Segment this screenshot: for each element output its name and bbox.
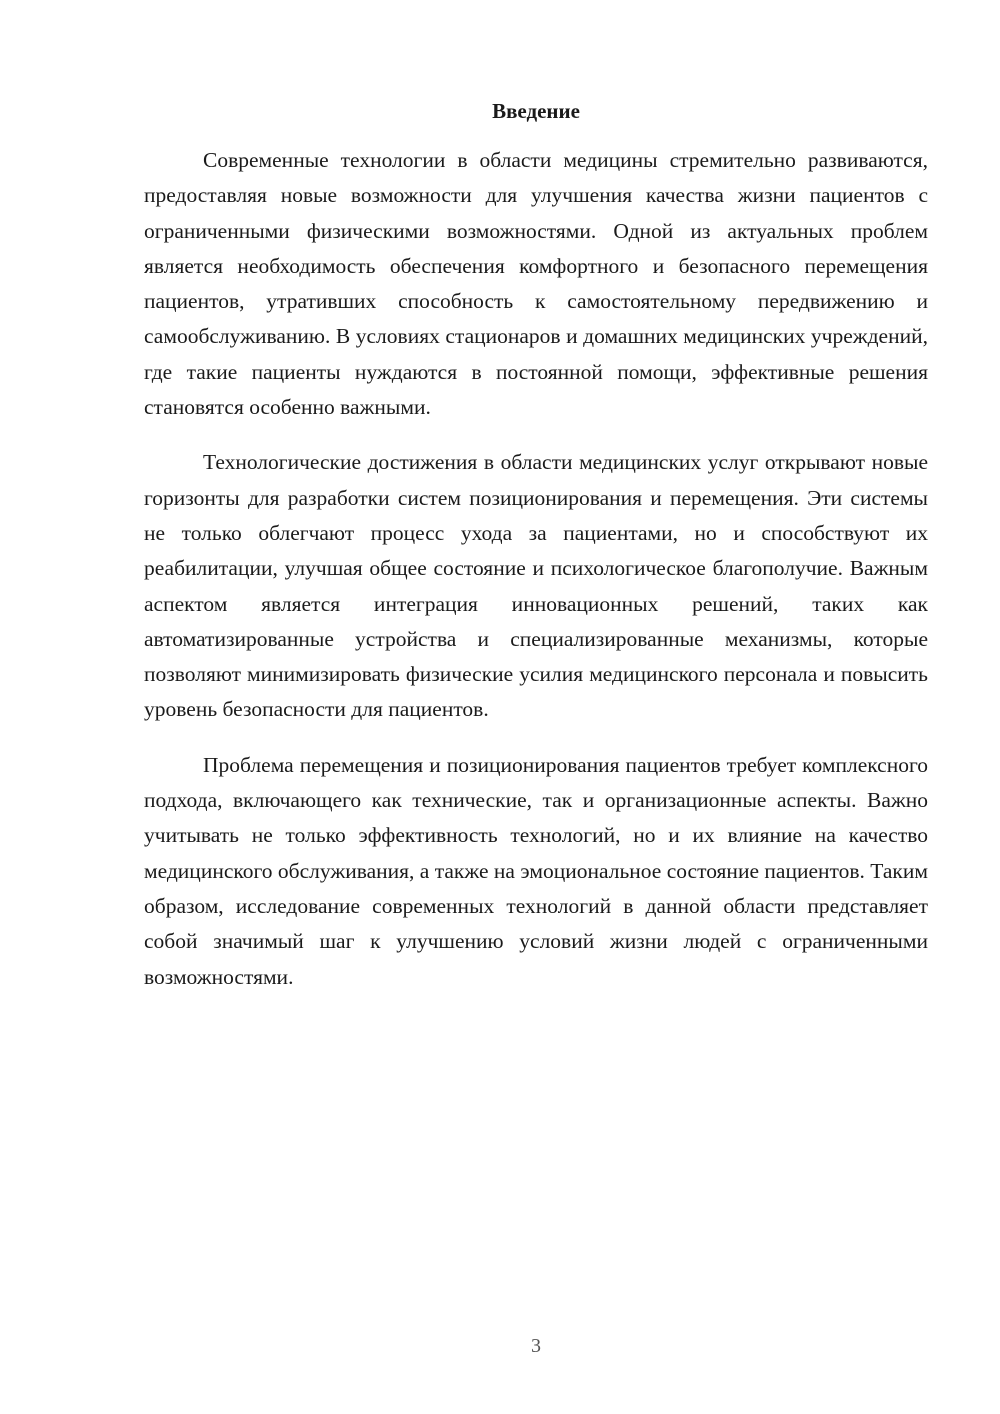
paragraph-2: Технологические достижения в области медицинских услуг открывают новые горизонты для разработки систем позиционирования и перемещения. Эти системы не только облегчают процесс ухода за пациентами, но и способствуют их реабилитации, улучшая общее состояние и психологическое благополучие. Важным аспектом является интеграция инновационных решений, таких как автоматизированные устройства и специализированные механизмы, которые позволяют минимизировать физические усилия медицинского персонала и повысить уровень безопасности для пациентов. [144,450,928,722]
page-number: 3 [531,1335,541,1357]
section-title: Введение [492,99,580,123]
body-text [144,143,928,1015]
paragraph-1: Современные технологии в области медицины стремительно развиваются, предоставляя новые возможности для улучшения качества жизни пациентов с ограниченными физическими возможностями. Одной из актуальных проблем является необходимость обеспечения комфортного и безопасного перемещения пациентов, утративших способность к самостоятельному передвижению и самообслуживанию. В условиях стационаров и домашних медицинских учреждений, где такие пациенты нуждаются в постоянной помощи, эффективные решения становятся особенно важными. [144,148,928,420]
paragraph-3: Проблема перемещения и позиционирования пациентов требует комплексного подхода, включающего как технические, так и организационные аспекты. Важно учитывать не только эффективность технологий, но и их влияние на качество медицинского обслуживания, а также на эмоциональное состояние пациентов. Таким образом, исследование современных технологий в данной области представляет собой значимый шаг к улучшению условий жизни людей с ограниченными возможностями. [144,752,928,989]
